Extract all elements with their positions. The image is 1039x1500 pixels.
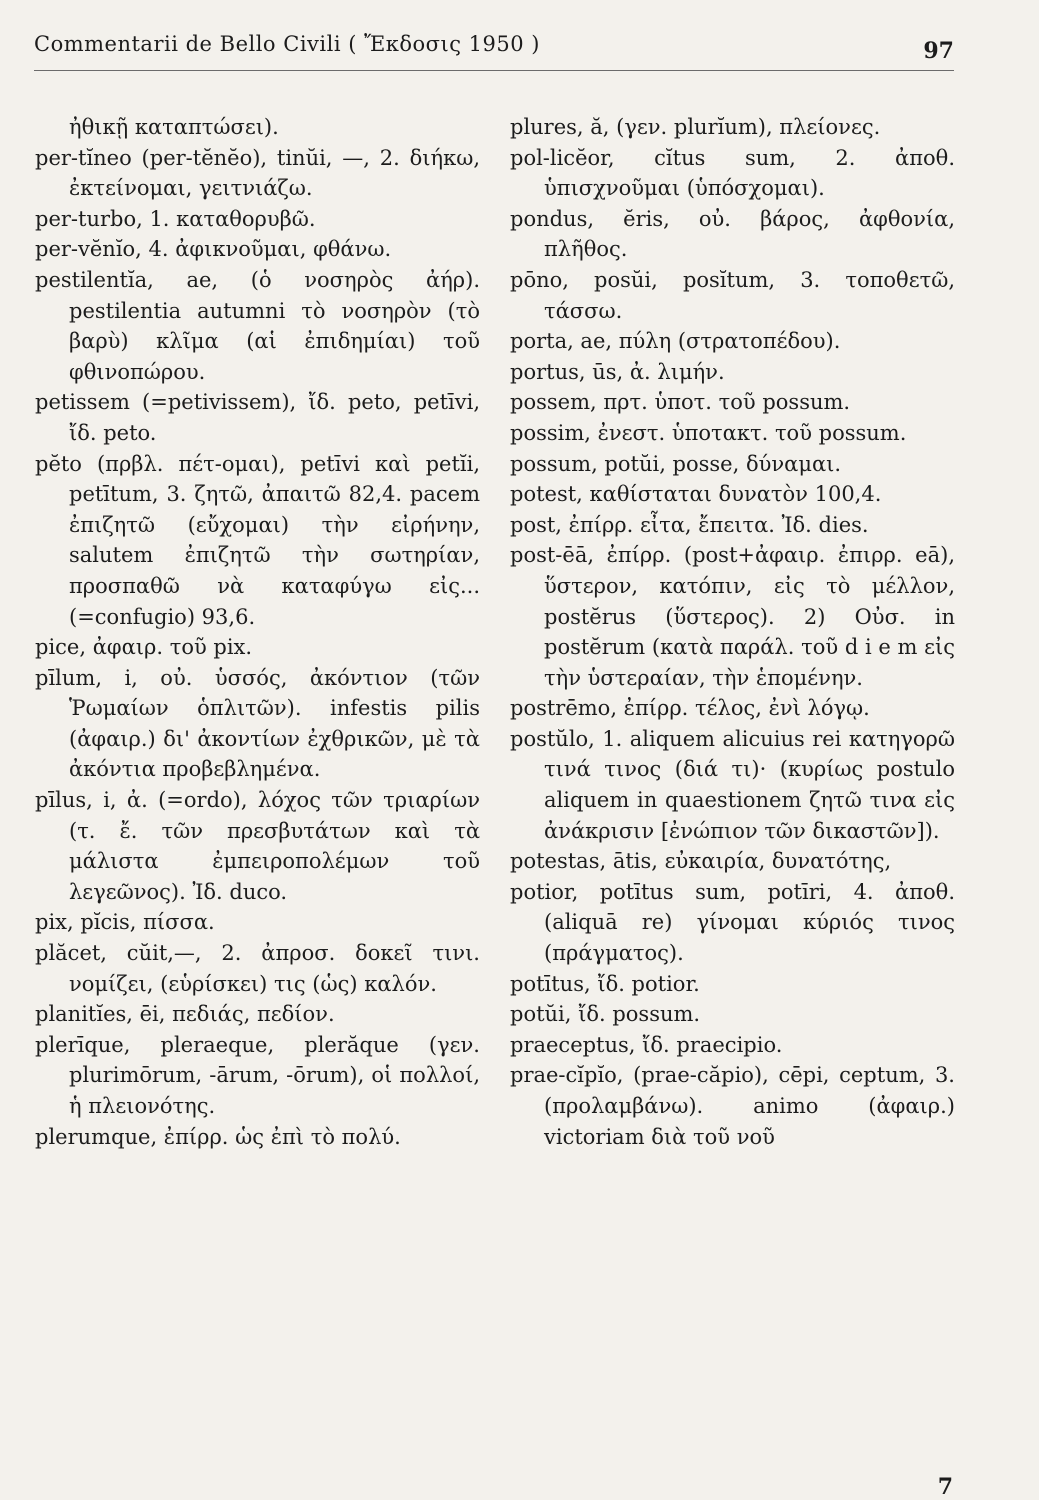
dictionary-entry: possum, potŭi, posse, δύναμαι. [510, 451, 842, 476]
dictionary-entry: praeceptus, ἴδ. praecipio. [510, 1032, 783, 1057]
dictionary-entry: plăcet, cŭit,—, 2. ἀπροσ. δοκεῖ τινι. νομίζει, (εὑρίσκει) τις (ὡς) καλόν. [35, 941, 480, 996]
dictionary-entry: pestilentĭa, ae, (ὁ νοσηρὸς ἀήρ). pestilentia autumni τὸ νοσηρὸν (τὸ βαρὺ) κλῖμα (αἱ ἐπιδημίαι) τοῦ φθινοπώρου. [35, 267, 480, 384]
dictionary-entry: potior, potītus sum, potīri, 4. ἀποθ. (aliquā re) γίνομαι κύριός τινος (πράγματος). [510, 879, 955, 966]
page-header [34, 30, 954, 70]
dictionary-entry: pĕto (πρβλ. πέτ-ομαι), petīvi καὶ petĭi, petītum, 3. ζητῶ, ἀπαιτῶ 82,4. pacem ἐπιζητῶ (εὔχομαι) τὴν εἰρήνην, salutem ἐπιζητῶ τὴν σωτηρίαν, προσπαθῶ νὰ καταφύγω εἰς... (=confugio) 93,6. [35, 451, 480, 629]
dictionary-entry: planitĭes, ēi, πεδιάς, πεδίον. [35, 1002, 335, 1027]
page-number: 97 [923, 38, 954, 64]
left-column [35, 112, 480, 1152]
dictionary-entry: potestas, ātis, εὐκαιρία, δυνατότης, [510, 849, 892, 874]
dictionary-entry: plures, ă, (γεν. plurĭum), πλείονες. [510, 115, 881, 139]
dictionary-entry: post, ἐπίρρ. εἶτα, ἔπειτα. Ἰδ. dies. [510, 512, 869, 537]
dictionary-entry: potītus, ἴδ. potior. [510, 971, 700, 996]
dictionary-entry: potŭi, ἴδ. possum. [510, 1002, 701, 1027]
signature-mark: 7 [937, 1474, 953, 1500]
dictionary-entry: petissem (=petivissem), ἴδ. peto, petīvi, ἴδ. peto. [35, 390, 480, 445]
dictionary-entry: possim, ἐνεστ. ὑποτακτ. τοῦ possum. [510, 420, 907, 445]
dictionary-entry: postrēmo, ἐπίρρ. τέλος, ἐνὶ λόγῳ. [510, 696, 870, 721]
dictionary-entry: per-vĕnĭo, 4. ἀφικνοῦμαι, φθάνω. [35, 237, 392, 262]
dictionary-entry: porta, ae, πύλη (στρατοπέδου). [510, 329, 841, 354]
dictionary-entry: plerīque, pleraeque, plerăque (γεν. plurimōrum, -ārum, -ōrum), οἱ πολλοί, ἡ πλειονότης. [35, 1032, 480, 1118]
dictionary-entry: postŭlo, 1. aliquem alicuius rei κατηγορῶ τινά τινος (διά τι)· (κυρίως postulo aliquem in quaestionem ζητῶ τινα εἰς ἀνάκρισιν [ἐνώπιον τῶν δικαστῶν]). [510, 726, 955, 843]
dictionary-entry: per-turbo, 1. καταθορυβῶ. [35, 206, 316, 231]
dictionary-entry: per-tĭneo (per-tĕnĕo), tinŭi, —, 2. διήκω, ἐκτείνομαι, γειτνιάζω. [35, 145, 480, 201]
dictionary-entry: pice, ἀφαιρ. τοῦ pix. [35, 635, 253, 660]
header-rule [34, 70, 954, 71]
dictionary-entry: pol-licĕor, cĭtus sum, 2. ἀποθ. ὑπισχνοῦμαι (ὑπόσχομαι). [510, 145, 955, 201]
dictionary-entry: plerumque, ἐπίρρ. ὡς ἐπὶ τὸ πολύ. [35, 1124, 401, 1149]
dictionary-entry: pondus, ĕris, οὐ. βάρος, ἀφθονία, πλῆθος. [510, 206, 955, 262]
dictionary-entry: possem, πρτ. ὑποτ. τοῦ possum. [510, 390, 851, 415]
dictionary-entry: prae-cĭpĭo, (prae-căpio), cēpi, ceptum, 3. (προλαμβάνω). animo (ἀφαιρ.) victoriam διὰ τοῦ νοῦ [510, 1063, 955, 1149]
dictionary-entry: pīlus, i, ἀ. (=ordo), λόχος τῶν τριαρίων (τ. ἔ. τῶν πρεσβυτάτων καὶ τὰ μάλιστα ἐμπειροπολέμων τοῦ λεγεῶνος). Ἰδ. duco. [35, 788, 480, 904]
dictionary-entry: pix, pĭcis, πίσσα. [35, 910, 215, 935]
right-column [510, 112, 955, 1152]
dictionary-entry: pīlum, i, οὐ. ὑσσός, ἀκόντιον (τῶν Ῥωμαίων ὁπλιτῶν). infestis pilis (ἀφαιρ.) δι' ἀκοντίων ἐχθρικῶν, μὲ τὰ ἀκόντια προβεβλημένα. [35, 665, 480, 782]
dictionary-entry: ἠθικῇ καταπτώσει). [69, 115, 279, 139]
dictionary-entry: potest, καθίσταται δυνατὸν 100,4. [510, 482, 882, 507]
dictionary-entry: portus, ūs, ἀ. λιμήν. [510, 359, 725, 384]
dictionary-entry: post-ēā, ἐπίρρ. (post+ἀφαιρ. ἐπιρρ. eā), ὕστερον, κατόπιν, εἰς τὸ μέλλον, postĕrus (ὕστερος). 2) Οὐσ. in postĕrum (κατὰ παράλ. τοῦ d i e m εἰς τὴν ὑστεραίαν, τὴν ἑπομένην. [510, 543, 955, 690]
dictionary-entry: pōno, posŭi, posĭtum, 3. τοποθετῶ, τάσσω. [510, 267, 955, 323]
running-title: Commentarii de Bello Civili ( Ἔκδοσις 1950 ) [34, 32, 540, 56]
